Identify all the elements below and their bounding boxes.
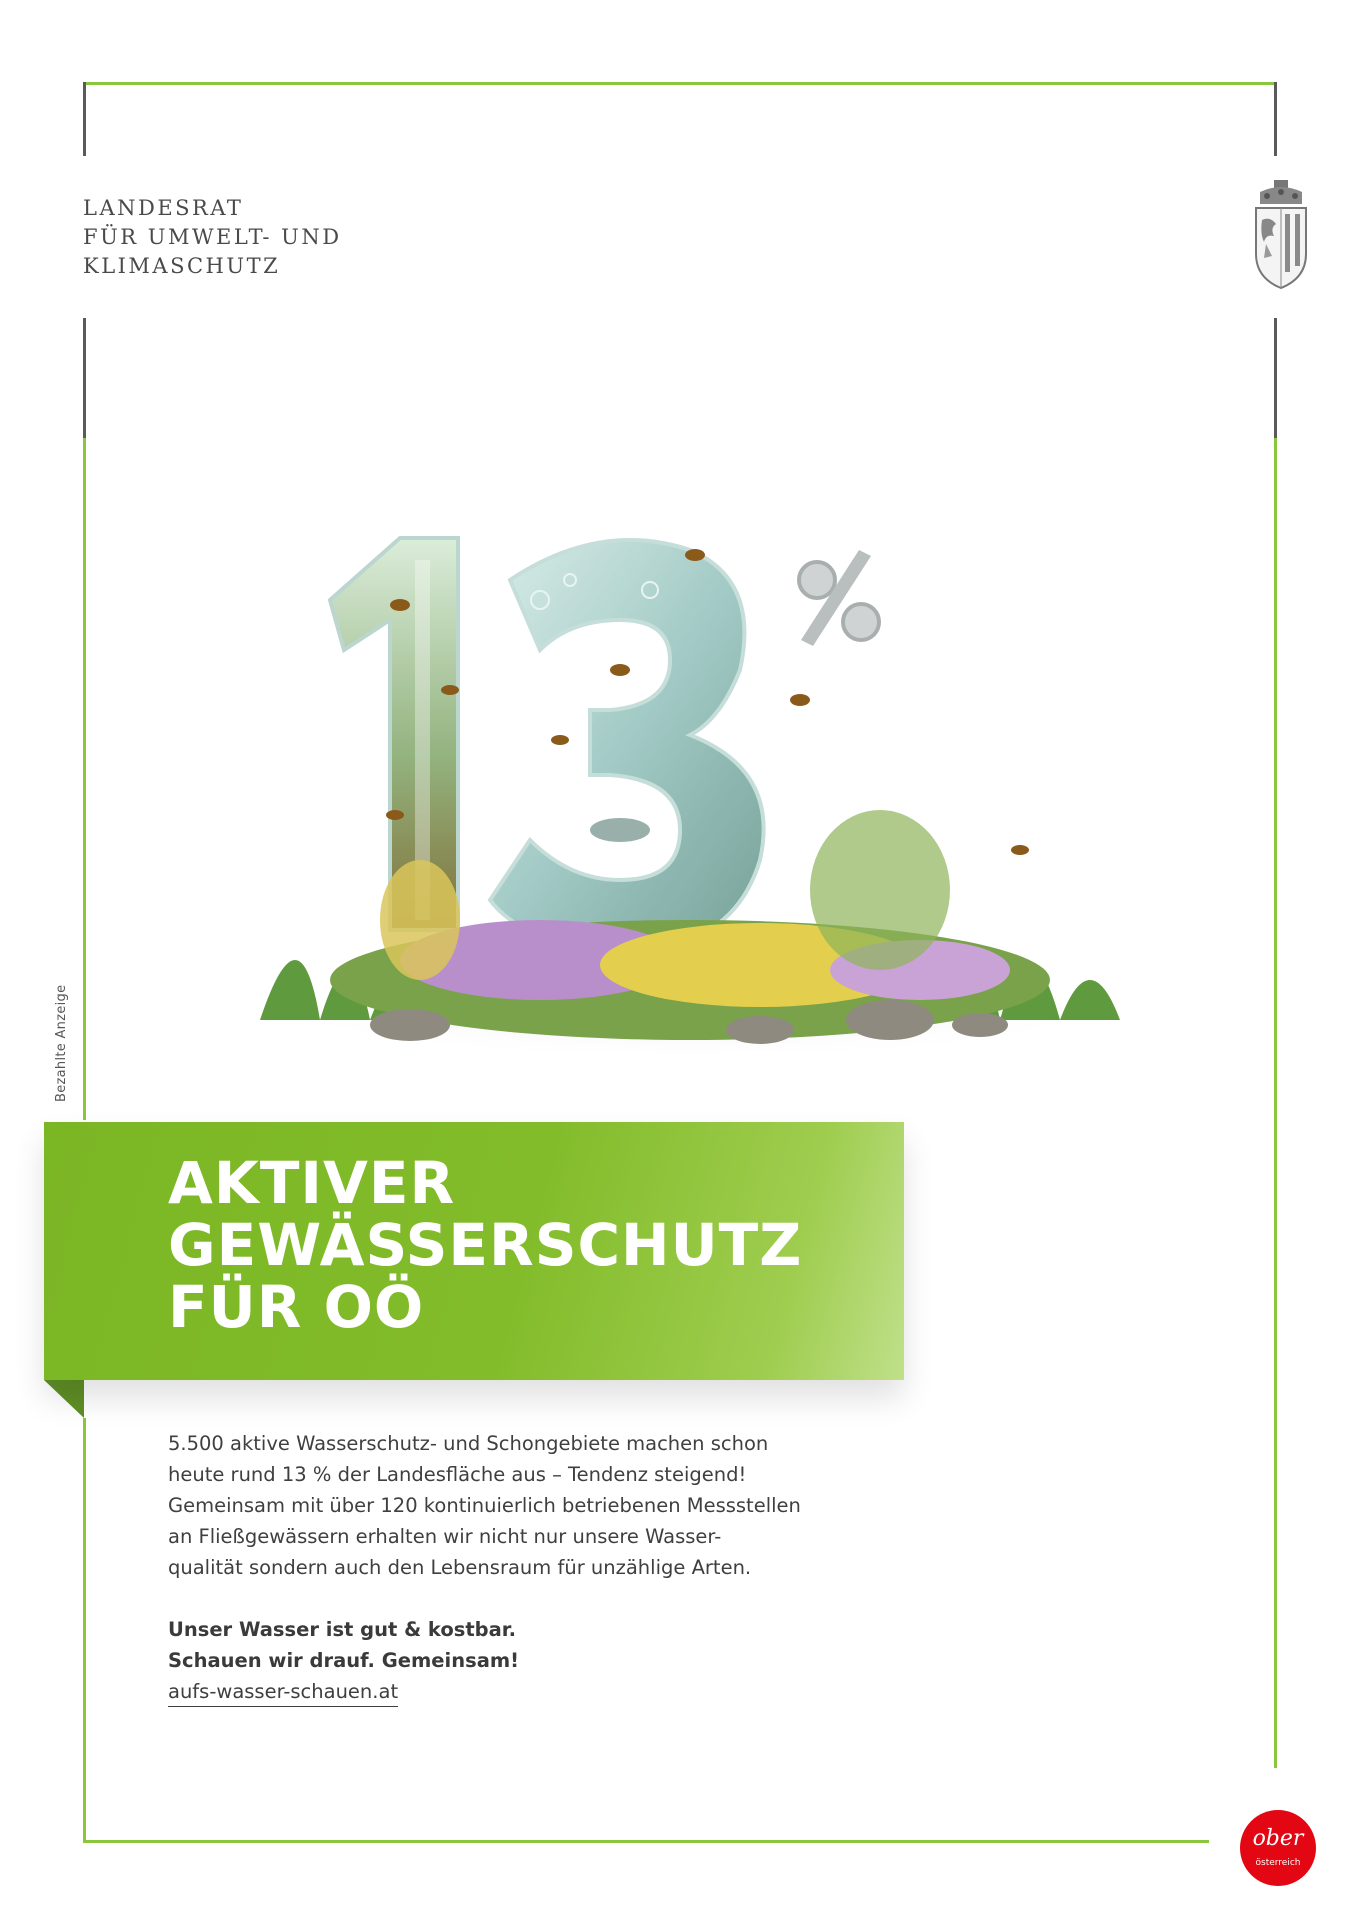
frame-left-top-tick xyxy=(83,82,86,156)
website-link[interactable]: aufs-wasser-schauen.at xyxy=(168,1678,398,1707)
headline xyxy=(168,1149,803,1341)
frame-left-line-top xyxy=(83,318,86,438)
logo-word: ober xyxy=(1252,1826,1304,1851)
hero-illustration xyxy=(240,520,1140,1060)
coat-of-arms-icon xyxy=(1250,178,1312,290)
frame-top-line xyxy=(83,82,1277,85)
body-copy xyxy=(168,1428,848,1707)
claim-line-2: Schauen wir drauf. Gemeinsam! xyxy=(168,1649,520,1672)
claim xyxy=(168,1614,848,1676)
paid-ad-label: Bezahlte Anzeige xyxy=(54,984,69,1102)
frame-right-line-top xyxy=(1274,318,1277,438)
authority-title: LANDESRAT FÜR UMWELT- UND KLIMASCHUTZ xyxy=(83,196,342,278)
frame-bottom-line xyxy=(83,1840,1209,1843)
frame-left-line xyxy=(83,438,86,1120)
frame-left-line-bottom xyxy=(83,1418,86,1843)
claim-line-1: Unser Wasser ist gut & kostbar. xyxy=(168,1618,517,1641)
headline-banner xyxy=(44,1122,904,1380)
headline-line-3: FÜR OÖ xyxy=(168,1273,425,1341)
body-paragraph: 5.500 aktive Wasserschutz- und Schongebiete machen schon heute rund 13 % der Landesfläche aus – Tendenz steigend! Gemeinsam mit über 120 kontinuierlich betriebenen Messstellen an Fließgewässern erhalten wir nicht nur unsere Wasser- qualität sondern auch den Lebensraum für unzählige Arten. xyxy=(168,1432,801,1579)
banner-fold xyxy=(44,1380,84,1418)
frame-right-line xyxy=(1274,438,1277,1768)
headline-line-1: AKTIVER xyxy=(168,1149,456,1217)
logo-subtitle: österreich xyxy=(1255,1858,1301,1868)
frame-right-top-tick xyxy=(1274,82,1277,156)
oberoesterreich-logo xyxy=(1240,1810,1316,1886)
headline-line-2: GEWÄSSERSCHUTZ xyxy=(168,1211,803,1279)
